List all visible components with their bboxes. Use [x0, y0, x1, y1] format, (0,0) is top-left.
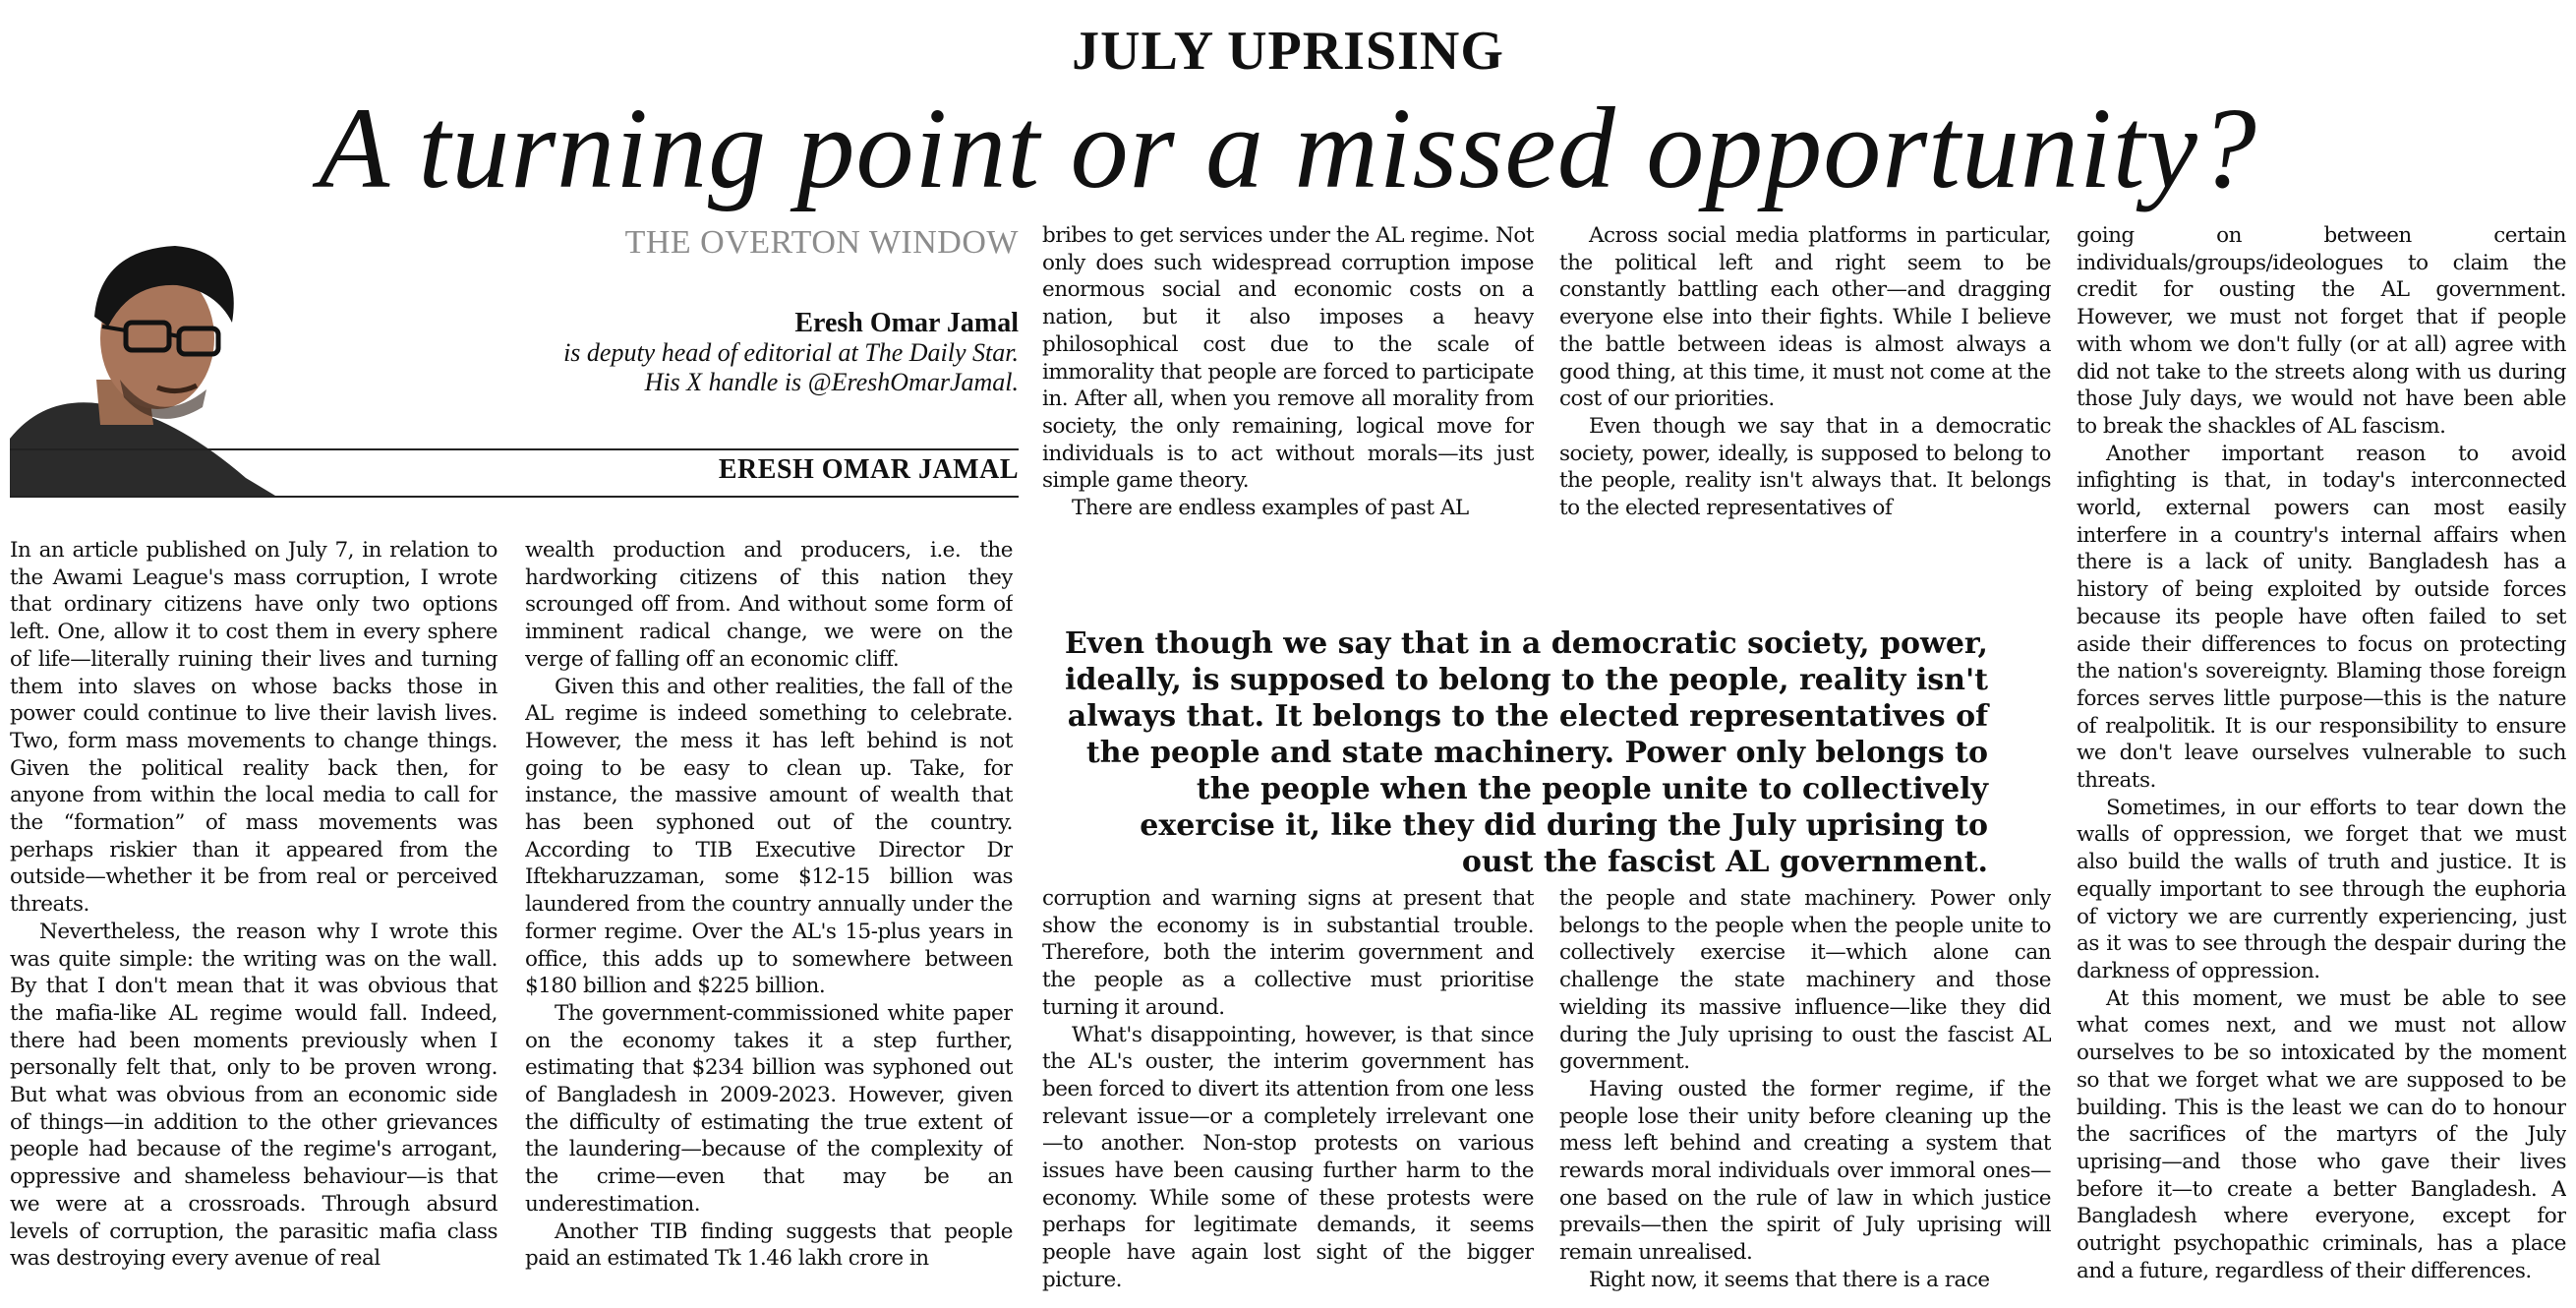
body-column-3-bottom [1042, 885, 1534, 1294]
body-column-2 [525, 537, 1013, 1294]
column-name: THE OVERTON WINDOW [624, 224, 1019, 261]
byline-rule-top [10, 448, 1019, 450]
headline: A turning point or a missed opportunity? [319, 84, 2257, 212]
paragraph: the people and state machinery. Power only belongs to the people when the people unite to collectively exercise it—which alone can challenge the state machinery and those wielding its massive influence—like they did during the July uprising to oust the fascist AL government. [1559, 886, 2051, 1075]
paragraph: Even though we say that in a democratic society, power, ideally, is supposed to belong to the people, reality isn't always that. It belongs to the elected representatives of [1559, 413, 2051, 521]
pull-quote: Even though we say that in a democratic society, power, ideally, is supposed to belong to the people, reality isn't always that. It belongs to the elected representatives of the people and state machinery. Power only belongs to the people when the people unite to collectively exercise it, like they did during the July uprising to oust the fascist AL government. [1064, 626, 1988, 879]
byline-rule-bottom [10, 496, 1019, 498]
paragraph: Nevertheless, the reason why I wrote this was quite simple: the writing was on the wall. By that I don't mean that it was obvious that the mafia-like AL regime would fall. Indeed, there had been moments previously when I personally felt that, only to be proven wrong. But what was obvious from an economic side of things—in addition to the other grievances people had because of the regime's arrogant, oppressive and shameless behaviour—is that we were at a crossroads. Through absurd levels of corruption, the parasitic mafia class was destroying every avenue of real [10, 919, 498, 1272]
author-description [433, 338, 1019, 397]
paragraph: What's disappointing, however, is that since the AL's ouster, the interim government has been forced to divert its attention from one less relevant issue—or a completely irrelevant one—to another. Non-stop protests on various issues have been causing further harm to the economy. While some of these protests were perhaps for legitimate demands, it seems people have again lost sight of the bigger picture. [1042, 1022, 1534, 1292]
section-label: JULY UPRISING [1072, 21, 1504, 82]
body-column-3-top [1042, 222, 1534, 529]
body-column-4-top [1559, 222, 2051, 529]
paragraph: Across social media platforms in particular, the political left and right seem to be constantly battling each other—and dragging everyone else into their fights. While I believe the battle between ideas is almost always a good thing, at this time, it must not come at the cost of our priorities. [1559, 223, 2051, 412]
paragraph: corruption and warning signs at present that show the economy is in substantial trouble. Therefore, both the interim government and the people as a collective must prioritise turning it around. [1042, 886, 1534, 1020]
paragraph: going on between certain individuals/groups/ideologues to claim the credit for ousting the AL government. However, we must not forget that if people with whom we don't fully (or at all) agree with did not take to the streets along with us during those July days, we would not have been able to break the shackles of AL fascism. [2077, 223, 2566, 439]
paragraph: Another important reason to avoid infighting is that, in today's interconnected world, external powers can most easily interfere in a country's internal affairs when there is a lack of unity. Bangladesh has a history of being exploited by outside forces because its people have often failed to set aside their differences to focus on protecting the nation's sovereignty. Blaming those foreign forces serves little purpose—this is the nature of realpolitik. It is our responsibility to ensure we don't leave ourselves vulnerable to such threats. [2077, 441, 2566, 794]
body-column-4-bottom [1559, 885, 2051, 1294]
author-desc-line-2: His X handle is @EreshOmarJamal. [644, 368, 1019, 396]
paragraph: Having ousted the former regime, if the people lose their unity before cleaning up the mess left behind and creating a system that rewards moral individuals over immoral ones—one based on the rule of law in which justice prevails—then the spirit of July uprising will remain unrealised. [1559, 1076, 2051, 1266]
body-column-5 [2077, 222, 2566, 1294]
paragraph: Sometimes, in our efforts to tear down the walls of oppression, we forget that we must also build the walls of truth and justice. It is equally important to see through the euphoria of victory we are currently experiencing, just as it was to see through the despair during the darkness of oppression. [2077, 795, 2566, 983]
body-column-1 [10, 537, 498, 1294]
paragraph: bribes to get services under the AL regime. Not only does such widespread corruption impose enormous social and economic costs on a nation, but it also imposes a heavy philosophical cost due to the scale of immorality that people are forced to participate in. After all, when you remove all morality from society, the only remaining, logical move for individuals is to act without morals—its just simple game theory. [1042, 223, 1534, 494]
paragraph: Another TIB finding suggests that people paid an estimated Tk 1.46 lakh crore in [525, 1219, 1013, 1272]
paragraph: Given this and other realities, the fall of the AL regime is indeed something to celebrate. However, the mess it has left behind is not going to be easy to clean up. Take, for instance, the massive amount of wealth that has been syphoned out of the country. According to TIB Executive Director Dr Iftekharuzzaman, some $12-15 billion was laundered from the country annually under the former regime. Over the AL's 15-plus years in office, this adds up to somewhere between $180 billion and $225 billion. [525, 674, 1013, 999]
author-name: Eresh Omar Jamal [794, 308, 1019, 338]
paragraph: At this moment, we must be able to see what comes next, and we must not allow ourselves to be so intoxicated by the moment so that we forget what we are supposed to be building. This is the least we can do to honour the sacrifices of the martyrs of the July uprising—and those who gave their lives before it—to create a better Bangladesh. A Bangladesh where everyone, except for outright psychopathic criminals, has a place and a future, regardless of their differences. [2077, 985, 2566, 1283]
byline: ERESH OMAR JAMAL [718, 454, 1019, 485]
paragraph: In an article published on July 7, in relation to the Awami League's mass corruption, I wrote that ordinary citizens have only two options left. One, allow it to cost them in every sphere of life—literally ruining their lives and turning them into slaves on whose backs those in power could continue to live their lavish lives. Two, form mass movements to change things. Given the political reality back then, for anyone from within the local media to call for the “formation” of mass movements was perhaps riskier than it appeared from the outside—whether it be from real or perceived threats. [10, 538, 498, 918]
author-desc-line-1: is deputy head of editorial at The Daily Star. [563, 338, 1019, 367]
author-photo [10, 232, 275, 496]
paragraph: wealth production and producers, i.e. the hardworking citizens of this nation they scrounged off from. And without some form of imminent radical change, we were on the verge of falling off an economic cliff. [525, 538, 1013, 672]
paragraph: Right now, it seems that there is a race [1589, 1267, 1990, 1292]
paragraph: The government-commissioned white paper on the economy takes it a step further, estimating that $234 billion was syphoned out of Bangladesh in 2009-2023. However, given the difficulty of estimating the true extent of the laundering—because of the complexity of the crime—even that may be an underestimation. [525, 1000, 1013, 1217]
paragraph: There are endless examples of past AL [1072, 496, 1469, 521]
